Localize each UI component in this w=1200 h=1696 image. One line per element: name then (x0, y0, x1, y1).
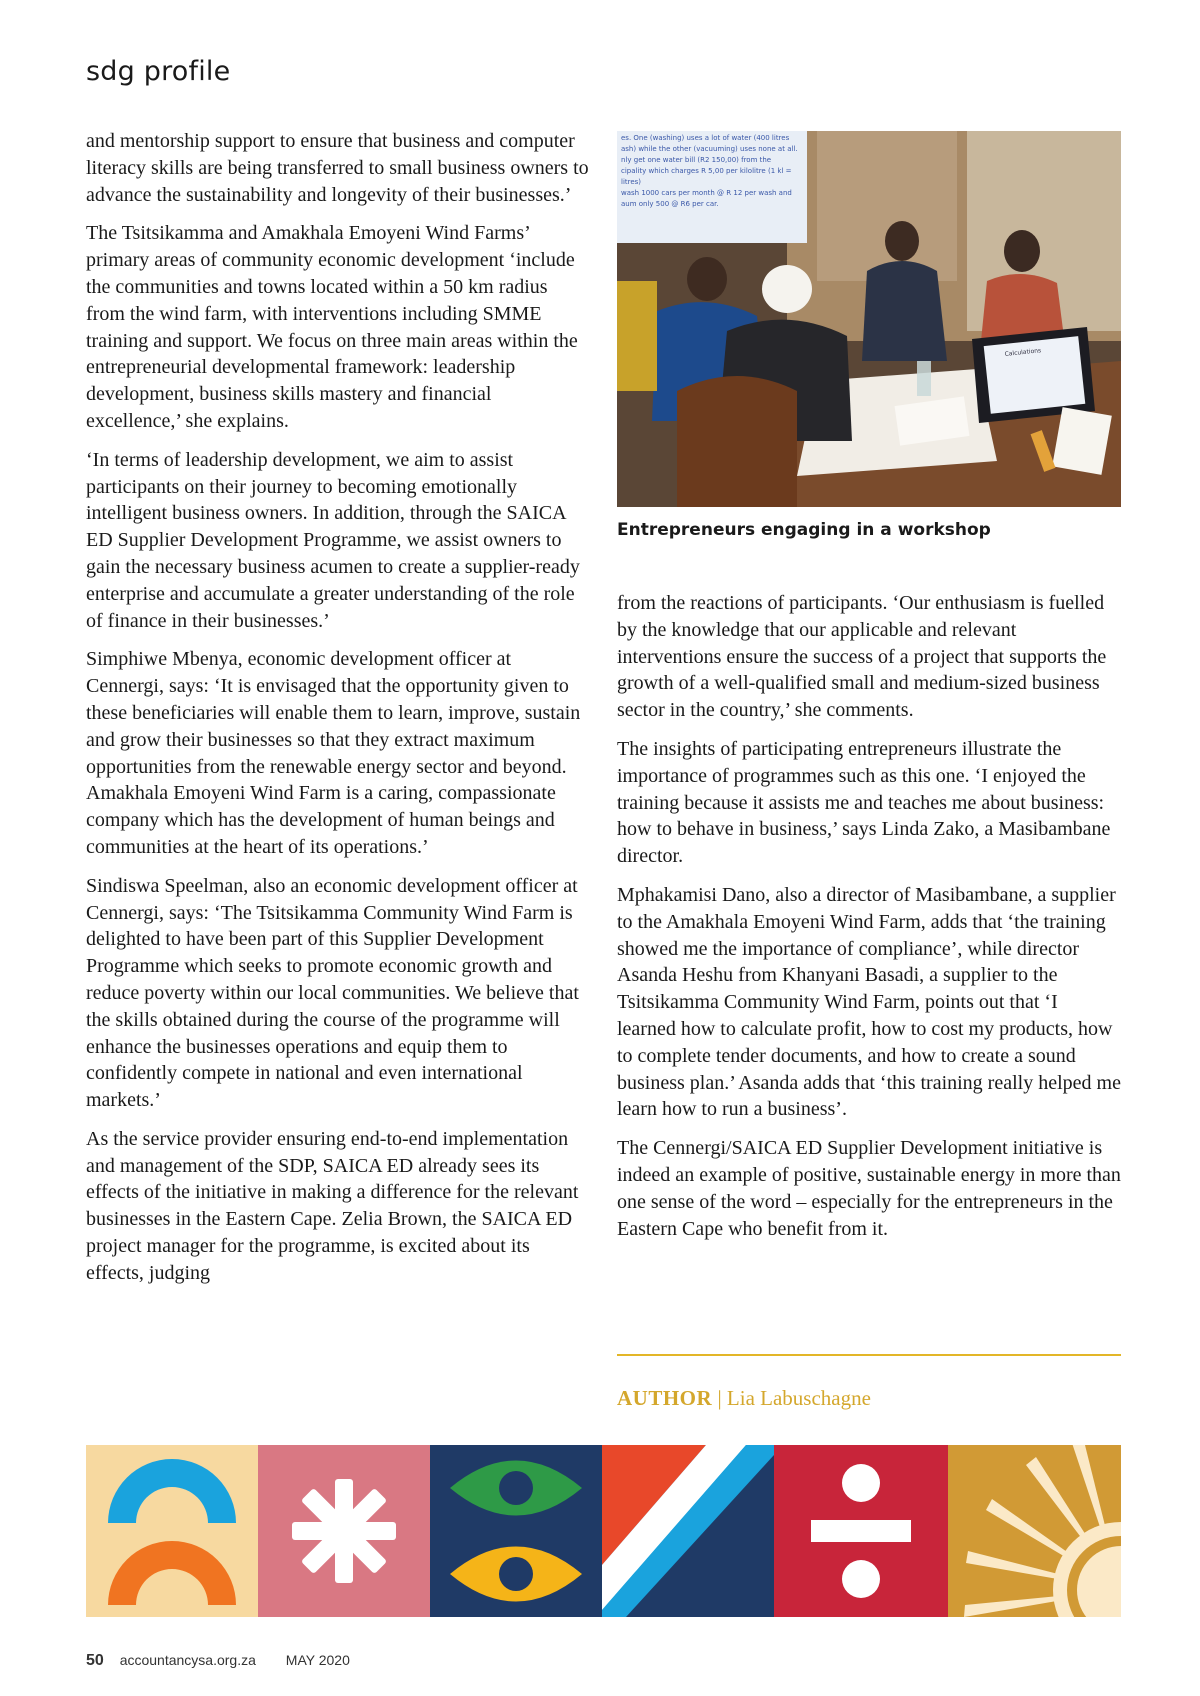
paragraph: ‘In terms of leadership development, we aim to assist participants on their journey to becoming emotionally intelligent business owners. In addition, through the SAICA ED Supplier Development Programme, we assist owners to gain the necessary business acumen to create a supplier-ready enterprise and accumulate a greater understanding of the role of finance in their businesses.’ (86, 448, 580, 632)
author-divider (617, 1354, 1121, 1356)
page-footer (86, 1652, 350, 1670)
paragraph: Simphiwe Mbenya, economic development officer at Cennergi, says: ‘It is envisaged that the opportunity given to these beneficiaries will enable them to learn, improve, sustain and grow their businesses so that they extract maximum opportunities from the renewable energy sector and beyond. Amakhala Emoyeni Wind Farm is a caring, compassionate company which has the development of human beings and communities at the heart of its operations.’ (86, 648, 581, 858)
author-name: Lia Labuschagne (726, 1386, 871, 1410)
issue-date: MAY 2020 (285, 1652, 350, 1668)
divide-icon (774, 1445, 948, 1617)
slide-text: ash) while the other (vacuuming) uses none at all. (621, 145, 798, 153)
paragraph: The insights of participating entrepreneurs illustrate the importance of programmes such as this one. ‘I enjoyed the training because it assists me and teaches me about business: how to behave in business,’ says Linda Zako, a Masibambane director. (617, 737, 1111, 868)
arches-icon (86, 1445, 258, 1617)
left-column (86, 128, 590, 1299)
sun-icon (948, 1445, 1121, 1617)
slide-text: litres) (621, 178, 642, 186)
eye-icon (430, 1445, 602, 1617)
author-label: AUTHOR (617, 1386, 713, 1410)
sdg-icon-banner (86, 1445, 1121, 1617)
slide-text: nly get one water bill (R2 150,00) from the (621, 156, 772, 164)
paragraph: The Tsitsikamma and Amakhala Emoyeni Wind Farms’ primary areas of community economic development ‘include the communities and towns located within a 50 km radius from the wind farm, with interventions including SMME training and support. We focus on three main areas within the entrepreneurial developmental framework: leadership development, business skills mastery and financial excellence,’ she explains. (86, 222, 578, 432)
slide-text: cipality which charges R 5,00 per kilolitre (1 kl = (621, 167, 792, 175)
paragraph: The Cennergi/SAICA ED Supplier Development initiative is indeed an example of positive, sustainable energy in more than one sense of the word – especially for the entrepreneurs in the Eastern Cape who benefit from it. (617, 1137, 1121, 1240)
page-number: 50 (86, 1652, 104, 1669)
slide-text: es. One (washing) uses a lot of water (400 litres (621, 134, 790, 142)
author-credit (617, 1386, 871, 1411)
laptop-text: Calculations (1004, 347, 1042, 358)
workshop-photo (617, 131, 1121, 507)
asterisk-icon (258, 1445, 430, 1617)
paragraph: Mphakamisi Dano, also a director of Masibambane, a supplier to the Amakhala Emoyeni Wind Farm, adds that ‘the training showed me the importance of compliance’, while director Asanda Heshu from Khanyani Basadi, a supplier to the Tsitsikamma Community Wind Farm, points out that ‘I learned how to calculate profit, how to cost my products, how to complete tender documents, and how to create a sound business plan.’ Asanda adds that ‘this training really helped me learn how to run a business’. (617, 883, 1121, 1121)
right-column (617, 590, 1121, 1254)
slide-text: wash 1000 cars per month @ R 12 per wash and (621, 189, 792, 197)
diagonal-stripes-icon (602, 1445, 774, 1617)
photo-caption: Entrepreneurs engaging in a workshop (617, 520, 991, 540)
paragraph: As the service provider ensuring end-to-end implementation and management of the SDP, SAICA ED already sees its effects of the initiative in making a difference for the relevant businesses in the Eastern Cape. Zelia Brown, the SAICA ED project manager for the programme, is excited about its effects, judging (86, 1127, 579, 1284)
site-url: accountancysa.org.za (119, 1652, 256, 1668)
author-separator: | (717, 1386, 722, 1410)
paragraph: and mentorship support to ensure that business and computer literacy skills are being transferred to small business owners to advance the sustainability and longevity of their businesses.’ (86, 130, 589, 206)
paragraph: from the reactions of participants. ‘Our enthusiasm is fuelled by the knowledge that our applicable and relevant interventions ensure the success of a project that supports the growth of a well-qualified small and medium-sized business sector in the country,’ she comments. (617, 592, 1107, 722)
section-label: sdg profile (86, 56, 231, 87)
paragraph: Sindiswa Speelman, also an economic development officer at Cennergi, says: ‘The Tsitsikamma Community Wind Farm is delighted to have been part of this Supplier Development Programme which seeks to promote economic growth and reduce poverty within our local communities. We believe that the skills obtained during the course of the programme will enhance the businesses operations and equip them to confidently compete in national and even international markets.’ (86, 874, 579, 1112)
slide-text: aum only 500 @ R6 per car. (621, 200, 719, 208)
